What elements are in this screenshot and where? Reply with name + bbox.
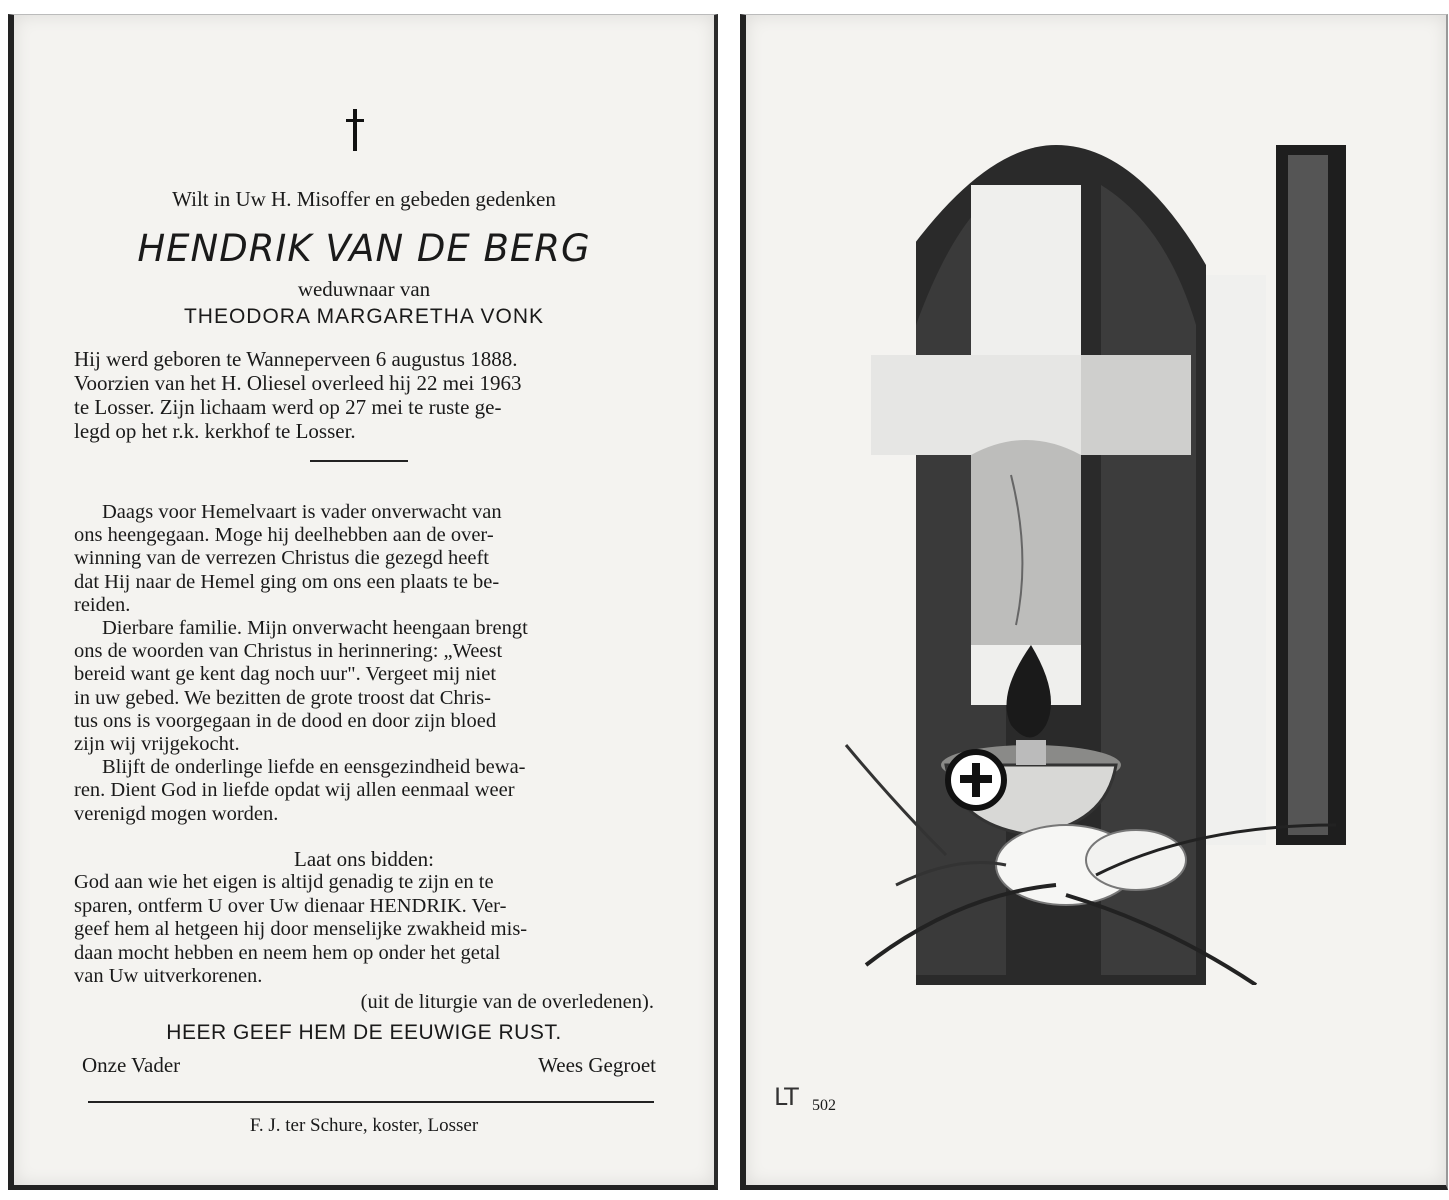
message-line: ons de woorden van Christus in herinnering: „Weest <box>74 640 503 663</box>
message-line: in uw gebed. We bezitten de grote troost dat Chris- <box>74 686 491 709</box>
publisher-mark: LT <box>774 1083 799 1111</box>
bio-line: Hij werd geboren te Wanneperveen 6 augustus 1888. <box>74 347 518 371</box>
message-line: winning van de verrezen Christus die gezegd heeft <box>74 547 489 570</box>
message-line: Dierbare familie. Mijn onverwacht heengaan brengt <box>102 617 528 640</box>
relation-line: weduwnaar van <box>297 277 431 301</box>
prayer-line: geef hem al hetgeen hij door menselijke zwakheid mis- <box>74 918 528 941</box>
cross-candle-illustration <box>836 125 1346 985</box>
message-line: Blijft de onderlinge liefde en eensgezindheid bewa- <box>102 756 526 779</box>
eternal-rest-line: HEER GEEF HEM DE EEUWIGE RUST. <box>166 1021 562 1044</box>
cross-icon <box>342 105 368 155</box>
memorial-card-image <box>740 14 1448 1190</box>
bio-line: te Losser. Zijn lichaam werd op 27 mei te ruste ge- <box>74 395 502 419</box>
liturgy-note: (uit de liturgie van de overledenen). <box>360 991 654 1013</box>
spouse-name: THEODORA MARGARETHA VONK <box>183 305 545 328</box>
prayer-text <box>74 871 654 989</box>
prayer-line: sparen, ontferm U over Uw dienaar HENDRIK. Ver- <box>74 894 507 917</box>
deceased-name: HENDRIK VAN DE BERG <box>137 227 591 270</box>
bio-line: Voorzien van het H. Oliesel overleed hij 22 mei 1963 <box>74 371 522 395</box>
prayer-our-father: Onze Vader <box>82 1053 181 1077</box>
message-line: reiden. <box>74 593 131 616</box>
message-line: Daags voor Hemelvaart is vader onverwacht van <box>102 501 502 523</box>
message-line: verenigd mogen worden. <box>74 802 279 825</box>
prayers-row <box>82 1053 656 1078</box>
prayer-line: God aan wie het eigen is altijd genadig te zijn en te <box>74 871 494 893</box>
bio-line: legd op het r.k. kerkhof te Losser. <box>74 419 356 443</box>
prayer-line: van Uw uitverkorenen. <box>74 965 263 988</box>
message-line: ons heengegaan. Moge hij deelhebben aan de over- <box>74 524 494 547</box>
memorial-card-text <box>8 14 718 1190</box>
message-line: tus ons is voorgegaan in de dood en door zijn bloed <box>74 709 497 732</box>
long-divider <box>88 1101 654 1103</box>
print-number: 502 <box>812 1097 836 1114</box>
prayer-line: daan mocht hebben en neem hem op onder het getal <box>74 941 501 964</box>
intro-line: Wilt in Uw H. Misoffer en gebeden gedenken <box>172 187 556 211</box>
biography <box>74 347 654 443</box>
message-line: zijn wij vrijgekocht. <box>74 733 240 756</box>
farewell-message <box>74 501 654 826</box>
short-divider <box>310 460 408 462</box>
printer-credit: F. J. ter Schure, koster, Losser <box>249 1115 479 1136</box>
prayer-hail-mary: Wees Gegroet <box>538 1053 656 1077</box>
message-line: bereid want ge kent dag noch uur". Vergeet mij niet <box>74 663 497 686</box>
message-line: ren. Dient God in liefde opdat wij allen eenmaal weer <box>74 779 515 802</box>
prayer-title: Laat ons bidden: <box>294 847 434 871</box>
message-line: dat Hij naar de Hemel ging om ons een plaats te be- <box>74 570 500 593</box>
